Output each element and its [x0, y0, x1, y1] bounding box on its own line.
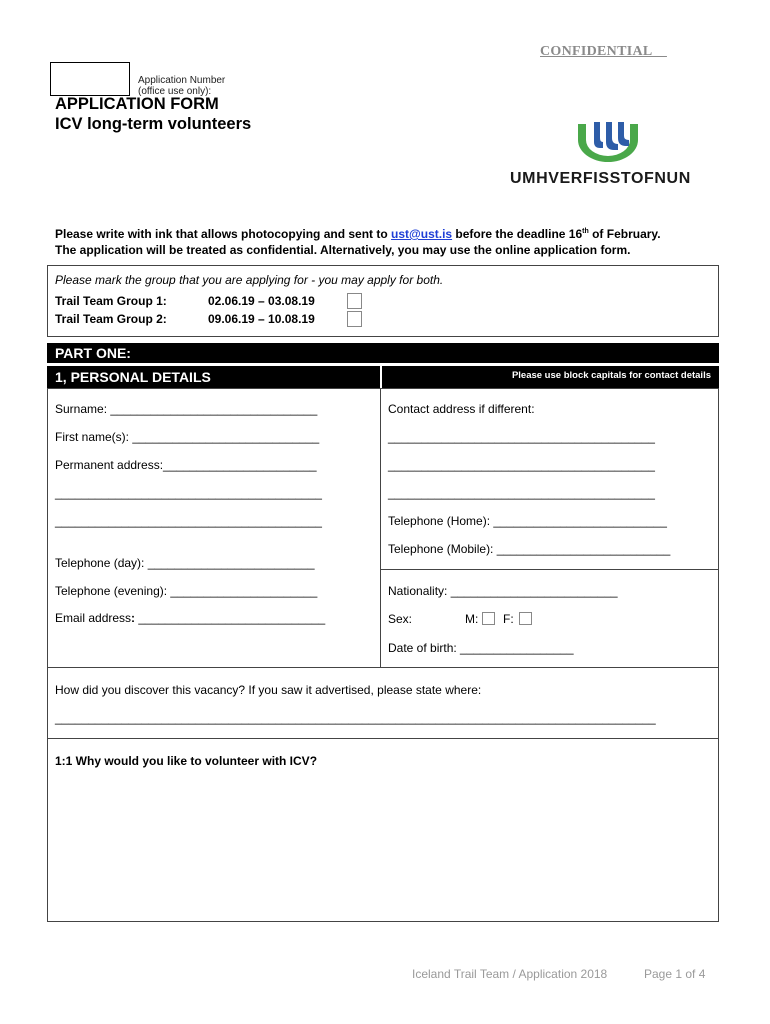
email-address-label: Email address — [55, 611, 132, 625]
permanent-address-field[interactable]: Permanent address:_______________________ — [55, 458, 317, 472]
intro-line-1-start: Please write with ink that allows photocopying and sent to — [55, 227, 392, 241]
confidential-label: CONFIDENTIAL — [540, 44, 667, 59]
intro-ordinal-suffix: th — [582, 228, 589, 235]
right-column-divider — [380, 569, 719, 570]
email-address-field[interactable] — [55, 611, 325, 625]
first-names-field[interactable]: First name(s): ____________________________ — [55, 430, 320, 444]
application-number-label-line-2: (office use only): — [138, 86, 212, 97]
section-divider-2 — [47, 738, 719, 739]
question-1-1: 1:1 Why would you like to volunteer with ICV? — [55, 754, 318, 768]
discover-vacancy-answer-line[interactable]: __________________________________________________________________________________________ — [55, 711, 656, 725]
group-1-checkbox[interactable] — [347, 293, 362, 309]
sex-f-label: F: — [503, 612, 514, 626]
email-address-line: ____________________________ — [135, 611, 326, 625]
sex-m-checkbox[interactable] — [482, 612, 495, 625]
application-number-label — [138, 75, 225, 97]
telephone-home-field[interactable]: Telephone (Home): __________________________ — [388, 514, 667, 528]
column-divider — [380, 388, 381, 668]
intro-line-1 — [55, 224, 725, 242]
email-address-colon: : — [131, 611, 136, 625]
discover-vacancy-question: How did you discover this vacancy? If you saw it advertised, please state where: — [55, 683, 482, 697]
sex-f-checkbox[interactable] — [519, 612, 532, 625]
group-2-label: Trail Team Group 2: — [55, 312, 167, 326]
contact-address-line-3[interactable]: ________________________________________ — [388, 486, 655, 500]
group-1-label: Trail Team Group 1: — [55, 294, 167, 308]
address-line-2-field[interactable]: ________________________________________ — [55, 486, 322, 500]
surname-field[interactable]: Surname: _______________________________ — [55, 402, 318, 416]
nationality-field[interactable]: Nationality: _________________________ — [388, 584, 618, 598]
email-link[interactable]: ust@ust.is — [391, 227, 453, 241]
intro-line-2: The application will be treated as confidential. Alternatively, you may use the online application form. — [55, 243, 631, 257]
contact-address-line-1[interactable]: ________________________________________ — [388, 430, 655, 444]
intro-line-1-deadline: before the deadline 16 — [452, 227, 583, 241]
application-number-label-line-1: Application Number — [138, 75, 226, 86]
footer-document-title: Iceland Trail Team / Application 2018 — [412, 967, 608, 981]
form-subtitle: ICV long-term volunteers — [55, 115, 252, 133]
telephone-mobile-field[interactable]: Telephone (Mobile): __________________________ — [388, 542, 671, 556]
logo-wordmark: UMHVERFISSTOFNUN — [510, 170, 691, 187]
group-selection-note: Please mark the group that you are applying for - you may apply for both. — [55, 273, 444, 287]
intro-line-1-end: of February. — [588, 227, 661, 241]
group-2-checkbox[interactable] — [347, 311, 362, 327]
telephone-evening-field[interactable]: Telephone (evening): ______________________ — [55, 584, 318, 598]
footer-page-number: Page 1 of 4 — [644, 967, 706, 981]
group-2-dates: 09.06.19 – 10.08.19 — [208, 312, 315, 326]
telephone-day-field[interactable]: Telephone (day): _________________________ — [55, 556, 315, 570]
address-line-3-field[interactable]: ________________________________________ — [55, 514, 322, 528]
contact-address-label: Contact address if different: — [388, 402, 535, 416]
application-number-field[interactable] — [50, 62, 130, 96]
section-divider-1 — [47, 667, 719, 668]
sex-label: Sex: — [388, 612, 413, 626]
part-one-heading: PART ONE: — [47, 343, 719, 363]
sex-m-label: M: — [465, 612, 479, 626]
group-1-dates: 02.06.19 – 03.08.19 — [208, 294, 315, 308]
block-capitals-note: Please use block capitals for contact details — [382, 366, 719, 388]
intro-text — [55, 224, 725, 258]
contact-address-line-2[interactable]: ________________________________________ — [388, 458, 655, 472]
personal-details-heading: 1, PERSONAL DETAILS — [47, 366, 380, 388]
date-of-birth-field[interactable]: Date of birth: _________________ — [388, 641, 574, 655]
question-1-1-answer-area[interactable] — [48, 775, 718, 921]
form-title: APPLICATION FORM — [55, 95, 219, 113]
